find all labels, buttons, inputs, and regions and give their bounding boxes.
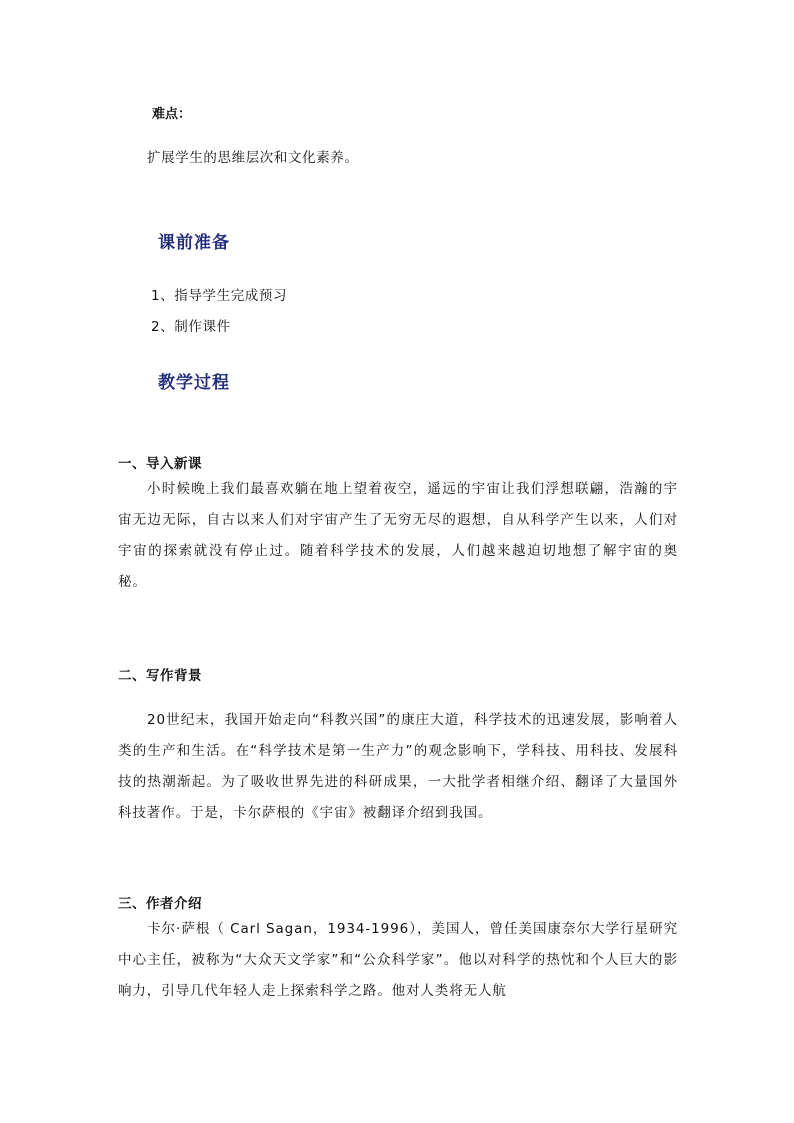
section-heading-author: 三、作者介绍 — [118, 896, 202, 912]
process-heading: 教学过程 — [158, 373, 230, 393]
preparation-item: 2、制作课件 — [151, 319, 231, 335]
preparation-heading: 课前准备 — [158, 233, 230, 253]
difficulty-label: 难点： — [152, 107, 192, 122]
difficulty-text: 扩展学生的思维层次和文化素养。 — [147, 150, 359, 166]
section-heading-background: 二、写作背景 — [118, 668, 202, 684]
preparation-item: 1、指导学生完成预习 — [151, 288, 288, 304]
section-heading-intro: 一、导入新课 — [118, 456, 202, 472]
section-paragraph-background: 20世纪末，我国开始走向“科教兴国”的康庄大道，科学技术的迅速发展，影响着人类的生产和生活。在“科学技术是第一生产力”的观念影响下，学科技、用科技、发展科技的热潮渐起。为了吸收世界先进的科研成果，一大批学者相继介绍、翻译了大量国外科技著作。于是，卡尔萨根的《宇宙》被翻译介绍到我国。 — [118, 712, 678, 821]
section-paragraph-intro: 小时候晚上我们最喜欢躺在地上望着夜空，遥远的宇宙让我们浮想联翩，浩瀚的宇宙无边无际，自古以来人们对宇宙产生了无穷无尽的遐想，自从科学产生以来，人们对宇宙的探索就没有停止过。随着科学技术的发展，人们越来越迫切地想了解宇宙的奥秘。 — [118, 481, 678, 590]
section-paragraph-author: 卡尔·萨根（ Carl Sagan，1934-1996），美国人，曾任美国康奈尔大学行星研究中心主任，被称为“大众天文学家”和“公众科学家”。他以对科学的热忱和个人巨大的影响力，引导几代年轻人走上探索科学之路。他对人类将无人航 — [118, 921, 678, 999]
